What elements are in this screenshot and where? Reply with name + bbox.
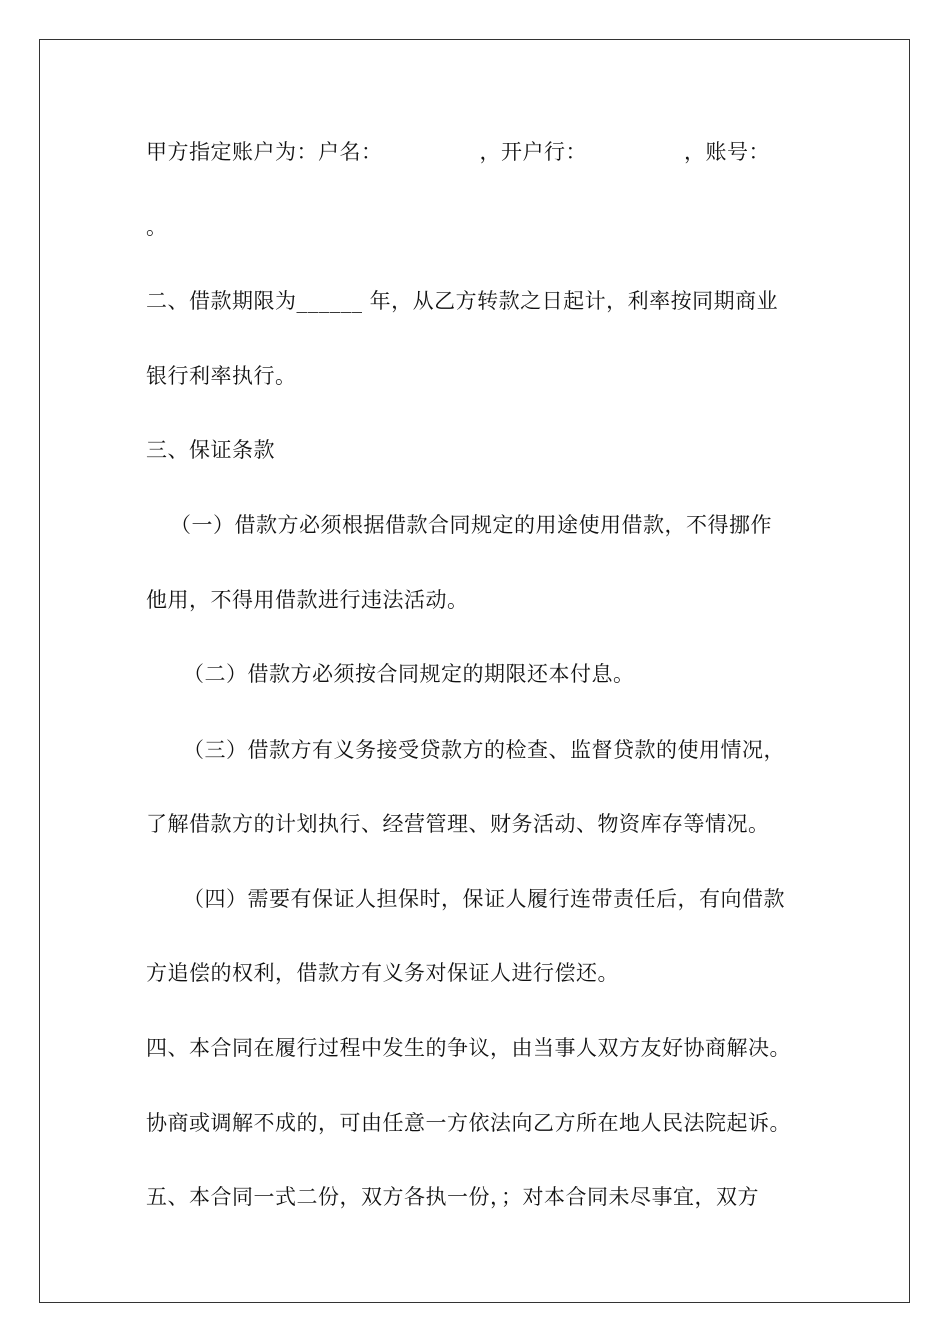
account-line: 甲方指定账户为：户名： ，开户行： ，账号： (146, 140, 770, 164)
clause-2-line-1: 二、借款期限为______ 年，从乙方转款之日起计，利率按同期商业 (146, 289, 779, 313)
clause-3-3-line-2: 了解借款方的计划执行、经营管理、财务活动、物资库存等情况。 (146, 812, 770, 836)
clause-3-4-line-1: （四）需要有保证人担保时，保证人履行连带责任后，有向借款 (183, 887, 785, 911)
account-line-end: 。 (146, 215, 168, 239)
clause-3-heading: 三、保证条款 (146, 438, 275, 462)
clause-3-4-line-2: 方追偿的权利，借款方有义务对保证人进行偿还。 (146, 961, 619, 985)
clause-5-line-1: 五、本合同一式二份，双方各执一份，；对本合同未尽事宜，双方 (146, 1185, 759, 1209)
clause-4-line-1: 四、本合同在履行过程中发生的争议，由当事人双方友好协商解决。 (146, 1036, 791, 1060)
clause-3-3-line-1: （三）借款方有义务接受贷款方的检查、监督贷款的使用情况， (183, 738, 785, 762)
clause-3-1-line-2: 他用，不得用借款进行违法活动。 (146, 588, 469, 612)
clause-4-line-2: 协商或调解不成的，可由任意一方依法向乙方所在地人民法院起诉。 (146, 1111, 791, 1135)
clause-2-line-2: 银行利率执行。 (146, 364, 297, 388)
clause-3-2: （二）借款方必须按合同规定的期限还本付息。 (183, 662, 635, 686)
clause-3-1-line-1: （一）借款方必须根据借款合同规定的用途使用借款，不得挪作 (170, 513, 772, 537)
